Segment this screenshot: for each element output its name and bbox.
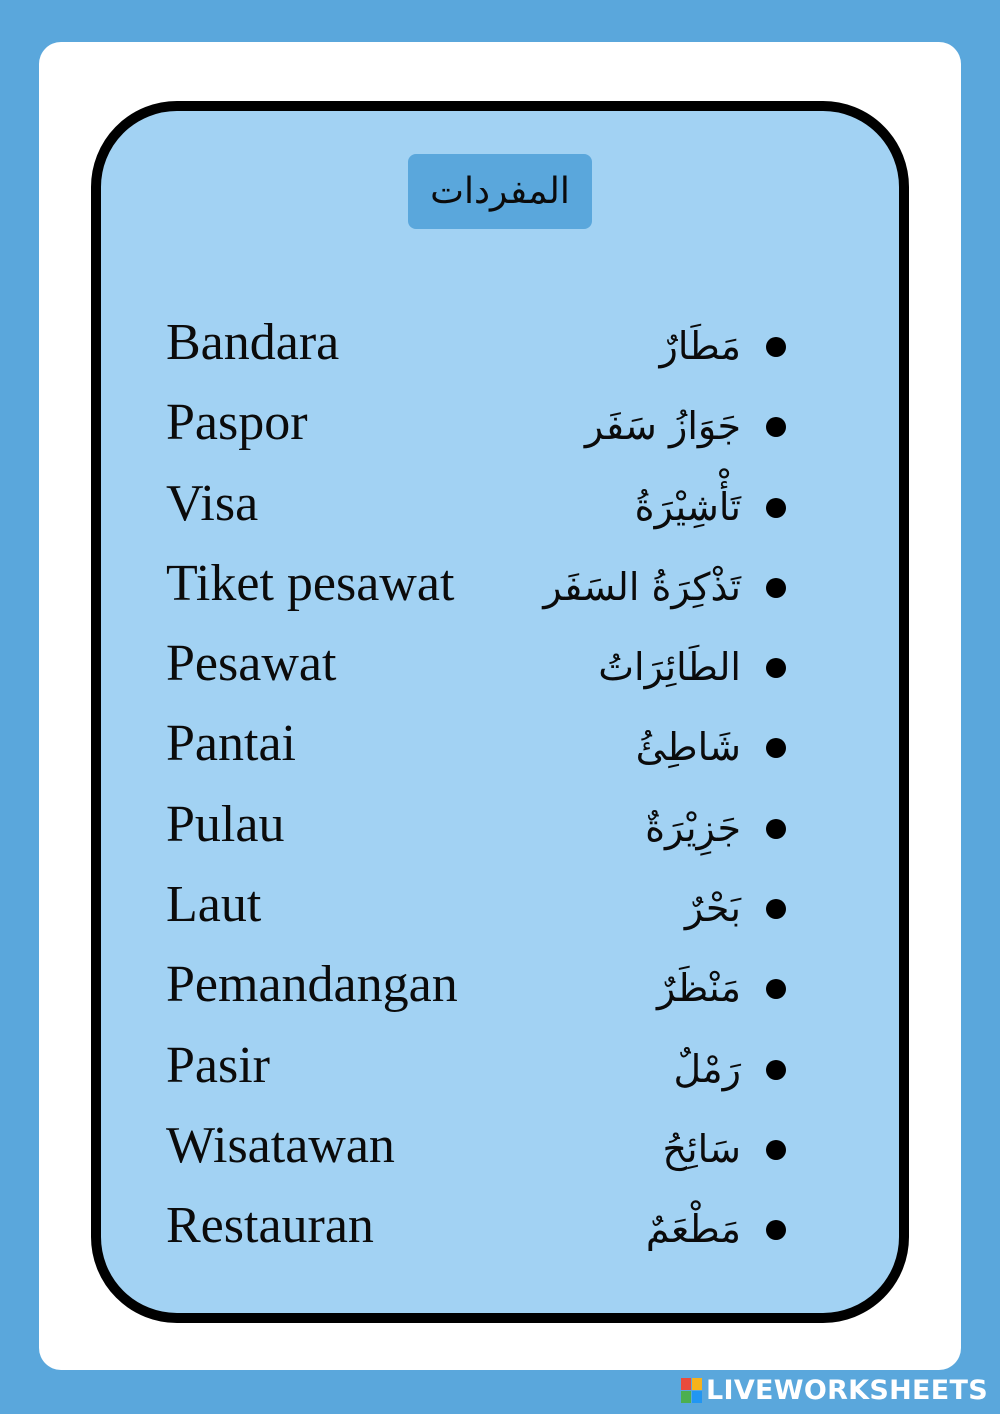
latin-word: Pemandangan xyxy=(166,956,458,1014)
vocabulary-row xyxy=(0,1106,1000,1186)
bullet-icon xyxy=(766,979,786,999)
title-box xyxy=(408,154,592,229)
vocabulary-row xyxy=(0,865,1000,945)
arabic-word: بَحْرٌ xyxy=(684,886,741,931)
latin-word: Paspor xyxy=(166,394,308,452)
vocabulary-row xyxy=(0,624,1000,704)
bullet-icon xyxy=(766,417,786,437)
vocabulary-row xyxy=(0,945,1000,1025)
latin-word: Pesawat xyxy=(166,635,337,693)
liveworksheets-brand xyxy=(681,1374,988,1406)
bullet-icon xyxy=(766,738,786,758)
page-title: المفردات xyxy=(430,170,570,212)
brand-text: LIVEWORKSHEETS xyxy=(705,1374,988,1406)
arabic-word: جَزِيْرَةٌ xyxy=(645,805,741,850)
vocabulary-row xyxy=(0,464,1000,544)
arabic-word: مَنْظَرٌ xyxy=(657,966,741,1011)
bullet-icon xyxy=(766,658,786,678)
arabic-word: سَائِحُ xyxy=(662,1126,741,1171)
arabic-word: الطَائِرَاتُ xyxy=(598,645,741,690)
bullet-icon xyxy=(766,337,786,357)
latin-word: Visa xyxy=(166,474,259,532)
latin-word: Pantai xyxy=(166,715,296,773)
liveworksheets-logo-icon xyxy=(681,1376,703,1404)
vocabulary-row xyxy=(0,544,1000,624)
arabic-word: جَوَازُ سَفَر xyxy=(584,404,741,449)
latin-word: Pulau xyxy=(166,795,285,853)
vocabulary-row xyxy=(0,1026,1000,1106)
arabic-word: مَطْعَمٌ xyxy=(645,1207,741,1252)
latin-word: Wisatawan xyxy=(166,1116,395,1174)
bullet-icon xyxy=(766,1220,786,1240)
vocabulary-row xyxy=(0,303,1000,383)
latin-word: Tiket pesawat xyxy=(166,554,455,612)
bullet-icon xyxy=(766,578,786,598)
bullet-icon xyxy=(766,1140,786,1160)
vocabulary-row xyxy=(0,383,1000,463)
bullet-icon xyxy=(766,1060,786,1080)
vocabulary-row xyxy=(0,1186,1000,1266)
logo-square-red xyxy=(681,1378,691,1390)
logo-square-blue xyxy=(692,1391,702,1403)
bullet-icon xyxy=(766,819,786,839)
bullet-icon xyxy=(766,899,786,919)
latin-word: Restauran xyxy=(166,1197,374,1255)
vocabulary-list xyxy=(0,303,1000,1267)
arabic-word: تَذْكِرَةُ السَفَر xyxy=(543,564,741,609)
latin-word: Laut xyxy=(166,876,262,934)
latin-word: Pasir xyxy=(166,1036,270,1094)
latin-word: Bandara xyxy=(166,314,340,371)
vocabulary-row xyxy=(0,785,1000,865)
logo-square-green xyxy=(681,1391,691,1403)
arabic-word: شَاطِئُ xyxy=(635,725,741,770)
arabic-word: تَأْشِيْرَةُ xyxy=(634,484,741,529)
logo-square-yellow xyxy=(692,1378,702,1390)
vocabulary-row xyxy=(0,704,1000,784)
arabic-word: رَمْلٌ xyxy=(673,1046,741,1091)
arabic-word: مَطَارٌ xyxy=(659,324,741,368)
bullet-icon xyxy=(766,498,786,518)
